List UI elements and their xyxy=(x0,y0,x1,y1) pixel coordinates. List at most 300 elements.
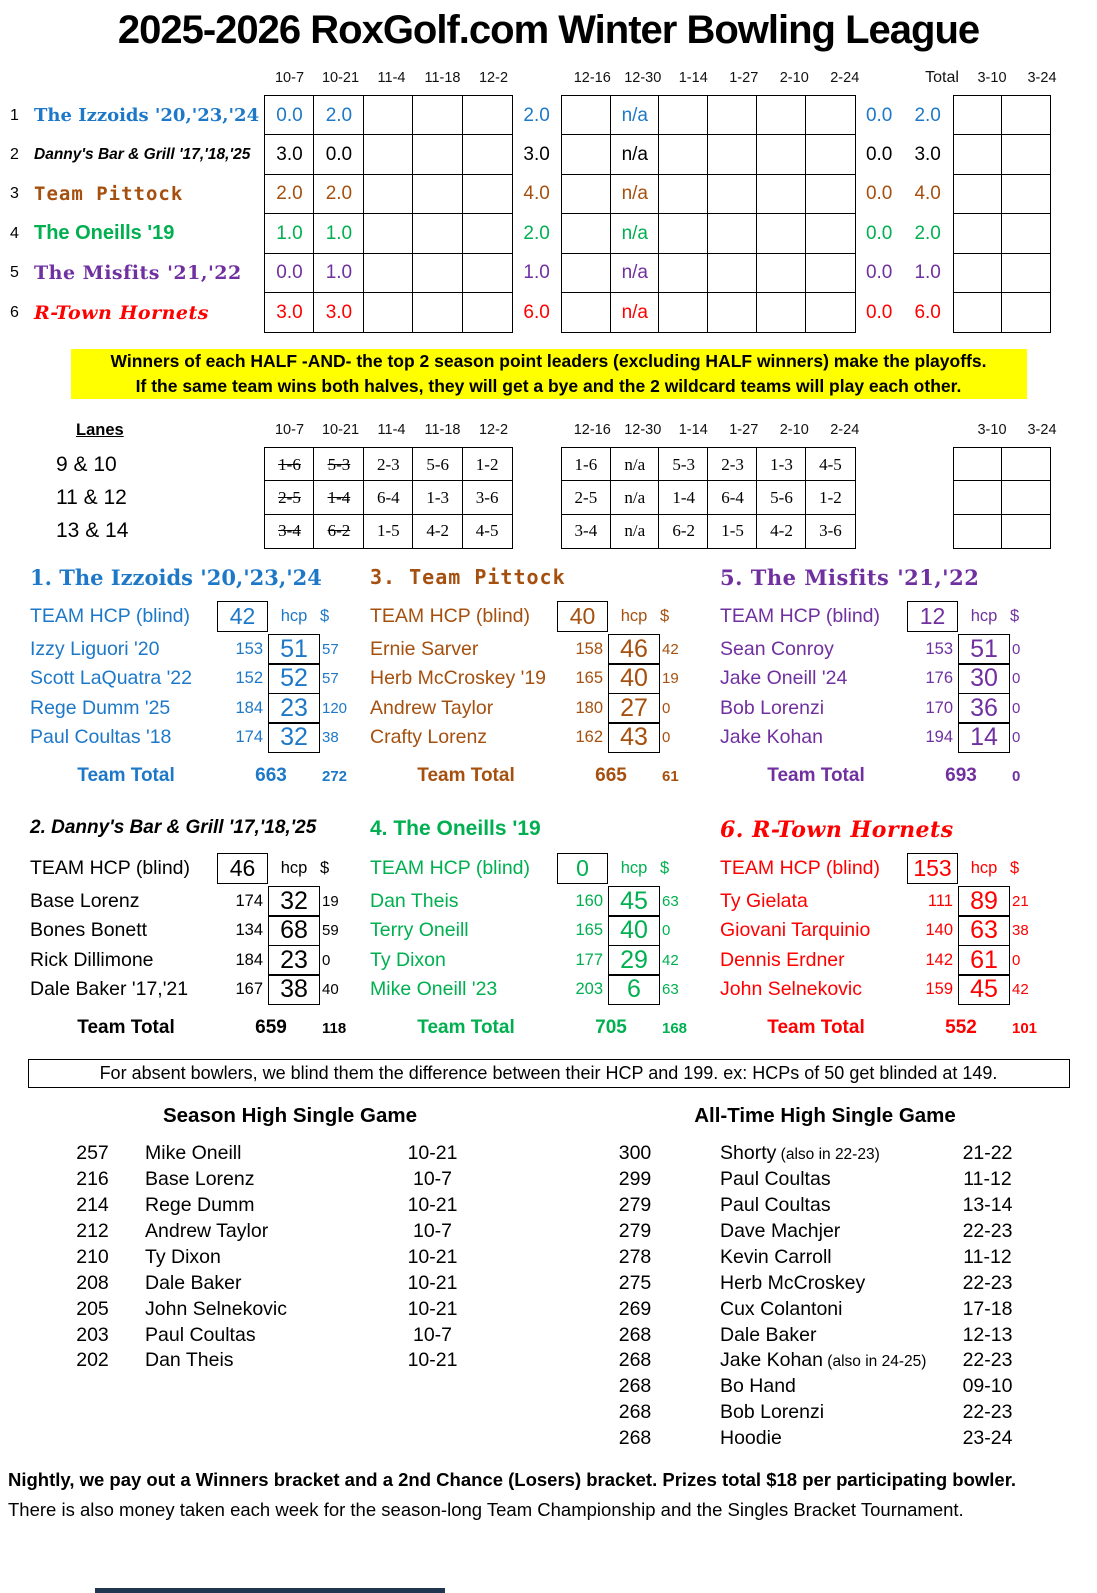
standings-table xyxy=(0,65,1097,333)
lane-matchup-cell: 6-4 xyxy=(363,480,414,515)
lane-cell-group xyxy=(953,514,1051,549)
alltime-high-title: All-Time High Single Game xyxy=(694,1104,956,1128)
score-cell xyxy=(707,253,758,294)
standings-team-area xyxy=(8,222,264,245)
player-money: 38 xyxy=(1012,922,1029,940)
high-game-row xyxy=(605,1375,1025,1401)
player-row xyxy=(370,974,690,1005)
score-cell xyxy=(756,134,807,175)
team-hcp-row xyxy=(370,853,690,884)
high-game-date: 10-21 xyxy=(407,1142,458,1165)
player-name: Ty Dixon xyxy=(370,948,446,971)
player-average: 177 xyxy=(575,950,603,969)
lane-matchup-cell xyxy=(1001,514,1051,549)
lane-matchup-cell: n/a xyxy=(610,514,661,549)
lane-cell-group xyxy=(264,447,513,482)
lane-matchup-cell: 1-5 xyxy=(363,514,414,549)
score-cell xyxy=(1001,213,1051,254)
alltime-high-list xyxy=(605,1104,1025,1453)
date-header: 2-24 xyxy=(830,422,860,439)
high-game-note: (also in 22-23) xyxy=(776,1146,880,1164)
high-game-date: 12-13 xyxy=(962,1323,1013,1346)
lane-matchup-cell: 3-4 xyxy=(561,514,612,549)
player-money: 120 xyxy=(322,699,348,717)
player-money: 0 xyxy=(1012,670,1021,688)
score-cell xyxy=(462,174,513,215)
score-cell xyxy=(658,95,709,136)
half2-total: 0.0 xyxy=(865,301,893,323)
team-total-money: 118 xyxy=(322,1019,347,1037)
team-hcp-value: 46 xyxy=(217,853,268,884)
date-header: 1-27 xyxy=(729,422,759,439)
high-game-date: 10-21 xyxy=(407,1194,458,1217)
high-game-date: 10-7 xyxy=(412,1168,453,1191)
score-cell xyxy=(363,253,414,294)
date-header: 10-7 xyxy=(274,70,305,86)
score-cell xyxy=(462,134,513,175)
score-cell xyxy=(953,213,1003,254)
player-name: Herb McCroskey '19 xyxy=(370,667,547,690)
high-game-row xyxy=(605,1324,1025,1350)
team-hcp-label: TEAM HCP (blind) xyxy=(30,857,191,880)
score-cell: n/a xyxy=(610,134,661,175)
score-cell: 3.0 xyxy=(264,292,315,333)
date-header: 2-24 xyxy=(830,70,860,86)
team-name: R-Town Hornets xyxy=(34,301,209,324)
team-hcp-row xyxy=(720,853,1040,884)
player-name: Andrew Taylor xyxy=(370,696,494,719)
date-header: 1-27 xyxy=(729,70,759,86)
high-game-player: Herb McCroskey xyxy=(720,1271,866,1294)
playoff-rules-line-1: Winners of each HALF -AND- the top 2 season point leaders (excluding HALF winners) make the playoffs. xyxy=(110,351,987,372)
date-header: 12-30 xyxy=(624,70,662,86)
season-high-list xyxy=(55,1104,475,1375)
lane-cell-group xyxy=(264,480,513,515)
team-total-money: 168 xyxy=(662,1019,688,1037)
roster-team-title: 1. The Izzoids '20,'23,'24 xyxy=(30,564,322,590)
date-header: 2-10 xyxy=(779,70,809,86)
score-cell: n/a xyxy=(610,253,661,294)
season-high-rows xyxy=(55,1142,475,1375)
score-cell xyxy=(658,134,709,175)
high-game-score: 278 xyxy=(618,1245,652,1268)
date-header: 2-10 xyxy=(779,422,809,439)
player-row xyxy=(720,722,1040,753)
lane-matchup-cell: 1-6 xyxy=(561,447,612,482)
lanes-schedule-table xyxy=(0,417,1097,549)
hcp-column-header: hcp xyxy=(620,606,648,625)
lanes-header-row xyxy=(8,417,1097,443)
player-name: John Selnekovic xyxy=(720,978,863,1001)
standings-row xyxy=(8,95,1097,136)
high-game-player: Dale Baker xyxy=(145,1271,242,1294)
score-cell xyxy=(561,95,612,136)
score-cell xyxy=(756,174,807,215)
lane-row xyxy=(8,514,1097,549)
date-header: 12-16 xyxy=(573,70,611,86)
player-hcp: 45 xyxy=(608,886,660,917)
roster-team-title: 3. Team Pittock xyxy=(370,564,566,589)
lane-matchup-cell: n/a xyxy=(610,480,661,515)
high-game-player: Dale Baker xyxy=(720,1323,817,1346)
score-cell xyxy=(561,174,612,215)
player-money: 42 xyxy=(1012,981,1029,999)
date-header: 10-7 xyxy=(274,422,305,439)
team-roster-card xyxy=(30,817,350,1043)
money-column-header: $ xyxy=(660,859,670,878)
lane-matchup-cell: 2-5 xyxy=(264,480,315,515)
standings-row xyxy=(8,253,1097,294)
lane-cell-group xyxy=(953,480,1051,515)
player-hcp: 51 xyxy=(268,634,320,665)
team-total-label: Team Total xyxy=(767,1017,865,1039)
player-row xyxy=(30,722,350,753)
player-row xyxy=(370,634,690,665)
score-cell-group xyxy=(953,213,1051,254)
score-cell xyxy=(412,95,463,136)
high-game-player: Kevin Carroll xyxy=(720,1245,832,1268)
high-game-score: 257 xyxy=(76,1142,109,1165)
date-header: 10-21 xyxy=(321,422,360,439)
player-money: 0 xyxy=(662,699,671,717)
hcp-column-header: hcp xyxy=(970,859,998,878)
player-average: 142 xyxy=(925,950,953,969)
player-money: 21 xyxy=(1012,893,1029,911)
lane-cell-group xyxy=(953,447,1051,482)
high-game-player: Cux Colantoni xyxy=(720,1297,843,1320)
team-total-value: 663 xyxy=(255,765,287,787)
lane-matchup-cell xyxy=(1001,447,1051,482)
score-cell-group xyxy=(561,292,856,333)
team-total-value: 659 xyxy=(255,1017,287,1039)
score-cell: 1.0 xyxy=(264,213,315,254)
score-cell xyxy=(707,95,758,136)
player-average: 194 xyxy=(925,728,953,747)
high-game-row xyxy=(605,1220,1025,1246)
high-game-player: Base Lorenz xyxy=(145,1168,255,1191)
date-header: 1-14 xyxy=(678,70,708,86)
player-name: Dennis Erdner xyxy=(720,948,845,971)
team-roster-card xyxy=(720,565,1040,791)
high-game-date: 17-18 xyxy=(962,1297,1013,1320)
high-game-row xyxy=(55,1298,475,1324)
player-money: 42 xyxy=(662,951,679,969)
high-game-player: Bob Lorenzi xyxy=(720,1401,825,1424)
score-cell: 1.0 xyxy=(313,253,364,294)
score-cell-group xyxy=(264,213,513,254)
score-cell xyxy=(805,174,856,215)
team-name: The Oneills '19 xyxy=(34,222,175,245)
high-game-date: 09-10 xyxy=(962,1375,1013,1398)
score-cell: 0.0 xyxy=(264,95,315,136)
score-cell xyxy=(363,213,414,254)
score-cell xyxy=(363,174,414,215)
team-total-row xyxy=(370,1013,690,1043)
standings-team-area xyxy=(8,302,264,324)
player-name: Base Lorenz xyxy=(30,890,140,913)
high-game-date: 10-21 xyxy=(407,1297,458,1320)
score-cell xyxy=(805,213,856,254)
player-hcp: 52 xyxy=(268,663,320,694)
standings-team-area xyxy=(8,262,264,284)
lane-row xyxy=(8,447,1097,482)
player-money: 57 xyxy=(322,670,339,688)
high-game-date: 11-12 xyxy=(963,1245,1012,1268)
score-cell xyxy=(707,213,758,254)
score-cell-group xyxy=(264,253,513,294)
player-average: 158 xyxy=(575,639,603,658)
lane-matchup-cell: 1-3 xyxy=(756,447,807,482)
high-game-date: 22-23 xyxy=(962,1401,1013,1424)
player-hcp: 23 xyxy=(268,945,320,976)
standings-team-area xyxy=(8,146,264,164)
score-cell xyxy=(756,253,807,294)
team-hcp-row xyxy=(370,601,690,632)
player-row xyxy=(370,945,690,976)
player-average: 111 xyxy=(927,892,953,911)
lane-matchup-cell: 5-6 xyxy=(412,447,463,482)
team-total-money: 272 xyxy=(322,767,348,785)
lane-matchup-cell: 4-5 xyxy=(462,514,513,549)
player-name: Terry Oneill xyxy=(370,919,469,942)
team-hcp-label: TEAM HCP (blind) xyxy=(30,604,191,627)
header-left-area xyxy=(8,421,264,440)
team-rank: 3 xyxy=(10,185,19,203)
score-cell xyxy=(953,292,1003,333)
team-hcp-value: 153 xyxy=(907,853,958,884)
high-game-date: 22-23 xyxy=(962,1349,1013,1372)
team-hcp-label: TEAM HCP (blind) xyxy=(370,857,531,880)
lane-matchup-cell: 2-5 xyxy=(561,480,612,515)
high-game-player: Ty Dixon xyxy=(145,1245,221,1268)
team-total-value: 552 xyxy=(945,1017,977,1039)
team-total-label: Team Total xyxy=(77,1017,175,1039)
high-game-date: 22-23 xyxy=(962,1219,1013,1242)
player-hcp: 40 xyxy=(608,915,660,946)
lane-matchup-cell: 1-2 xyxy=(805,480,856,515)
high-game-player: Mike Oneill xyxy=(145,1142,242,1165)
half2-total: 0.0 xyxy=(865,104,893,126)
player-average: 134 xyxy=(235,921,263,940)
player-name: Rege Dumm '25 xyxy=(30,696,171,719)
player-average: 153 xyxy=(925,639,953,658)
score-cell-group xyxy=(953,174,1051,215)
team-hcp-label: TEAM HCP (blind) xyxy=(370,604,531,627)
player-money: 0 xyxy=(662,922,671,940)
half1-total: 1.0 xyxy=(523,262,550,284)
team-total-label: Team Total xyxy=(77,765,175,787)
player-name: Ernie Sarver xyxy=(370,637,479,660)
score-cell xyxy=(953,253,1003,294)
player-average: 184 xyxy=(235,950,263,969)
player-hcp: 6 xyxy=(608,974,660,1005)
date-header: 11-4 xyxy=(377,70,406,86)
team-total-value: 693 xyxy=(945,765,977,787)
team-name: Danny's Bar & Grill '17,'18,'25 xyxy=(34,145,251,163)
high-game-player: Shorty (also in 22-23) xyxy=(720,1142,880,1165)
half1-total: 6.0 xyxy=(523,301,550,323)
high-game-player: Andrew Taylor xyxy=(145,1219,269,1242)
high-game-player: Rege Dumm xyxy=(145,1194,255,1217)
score-cell xyxy=(462,95,513,136)
date-header: 12-16 xyxy=(573,422,611,439)
score-cell xyxy=(658,253,709,294)
team-total-label: Team Total xyxy=(417,765,515,787)
team-roster-card xyxy=(370,817,690,1043)
roster-team-title: 5. The Misfits '21,'22 xyxy=(720,564,980,590)
team-hcp-value: 0 xyxy=(557,853,608,884)
lane-label-area xyxy=(8,486,264,510)
score-cell xyxy=(462,292,513,333)
high-game-score: 216 xyxy=(76,1168,109,1191)
team-total-value: 665 xyxy=(595,765,627,787)
lane-matchup-cell: 1-4 xyxy=(313,480,364,515)
player-average: 152 xyxy=(235,669,263,688)
player-name: Bones Bonett xyxy=(30,919,148,942)
player-hcp: 61 xyxy=(958,945,1010,976)
high-game-row xyxy=(55,1194,475,1220)
high-game-score: 268 xyxy=(618,1401,652,1424)
team-rank: 1 xyxy=(10,106,19,124)
high-game-row xyxy=(605,1142,1025,1168)
player-name: Bob Lorenzi xyxy=(720,696,825,719)
high-game-lists xyxy=(0,1104,1097,1453)
date-header: 11-18 xyxy=(424,70,461,86)
player-row xyxy=(370,722,690,753)
high-game-row xyxy=(605,1168,1025,1194)
date-header: 3-24 xyxy=(1027,422,1057,439)
lane-matchup-cell: 1-5 xyxy=(707,514,758,549)
high-game-score: 210 xyxy=(76,1245,109,1268)
money-column-header: $ xyxy=(1010,606,1020,625)
score-cell xyxy=(1001,174,1051,215)
player-hcp: 30 xyxy=(958,663,1010,694)
high-game-row xyxy=(55,1272,475,1298)
lane-label: 13 & 14 xyxy=(56,519,129,543)
high-game-score: 203 xyxy=(76,1323,109,1346)
high-game-score: 212 xyxy=(76,1219,109,1242)
date-header: 12-30 xyxy=(624,422,662,439)
team-total-money: 61 xyxy=(662,767,679,785)
team-roster-card xyxy=(30,565,350,791)
high-game-score: 268 xyxy=(618,1349,652,1372)
high-game-row xyxy=(55,1168,475,1194)
player-average: 184 xyxy=(235,698,263,717)
score-cell-group xyxy=(264,134,513,175)
score-cell xyxy=(1001,292,1051,333)
team-hcp-label: TEAM HCP (blind) xyxy=(720,857,881,880)
score-cell xyxy=(756,213,807,254)
player-hcp: 36 xyxy=(958,693,1010,724)
half1-total: 2.0 xyxy=(523,104,550,126)
player-average: 180 xyxy=(575,698,603,717)
player-money: 59 xyxy=(322,922,339,940)
player-hcp: 23 xyxy=(268,693,320,724)
player-name: Rick Dillimone xyxy=(30,948,154,971)
lane-row xyxy=(8,480,1097,515)
team-hcp-row xyxy=(30,853,350,884)
player-money: 57 xyxy=(322,640,339,658)
lane-matchup-cell: 3-6 xyxy=(462,480,513,515)
player-hcp: 40 xyxy=(608,663,660,694)
player-row xyxy=(30,945,350,976)
score-cell: n/a xyxy=(610,174,661,215)
hcp-column-header: hcp xyxy=(280,606,308,625)
player-average: 167 xyxy=(235,980,263,999)
team-total-money: 101 xyxy=(1012,1019,1038,1037)
score-cell: 2.0 xyxy=(264,174,315,215)
lane-matchup-cell: 1-6 xyxy=(264,447,315,482)
player-hcp: 68 xyxy=(268,915,320,946)
player-hcp: 38 xyxy=(268,974,320,1005)
score-cell-group xyxy=(561,174,856,215)
lane-matchup-cell: 2-3 xyxy=(363,447,414,482)
player-average: 140 xyxy=(925,921,953,940)
team-hcp-row xyxy=(30,601,350,632)
lane-matchup-cell: n/a xyxy=(610,447,661,482)
player-money: 0 xyxy=(1012,951,1021,969)
player-average: 165 xyxy=(575,669,603,688)
lane-matchup-cell: 4-5 xyxy=(805,447,856,482)
high-game-player: Paul Coultas xyxy=(720,1168,831,1191)
player-money: 0 xyxy=(1012,729,1021,747)
player-row xyxy=(370,886,690,917)
player-hcp: 51 xyxy=(958,634,1010,665)
player-row xyxy=(720,945,1040,976)
playoff-rules-banner xyxy=(71,349,1027,399)
high-game-score: 275 xyxy=(618,1271,652,1294)
player-name: Ty Gielata xyxy=(720,890,808,913)
high-game-date: 22-23 xyxy=(962,1271,1013,1294)
lane-matchup-cell: 6-4 xyxy=(707,480,758,515)
high-game-row xyxy=(605,1401,1025,1427)
score-cell xyxy=(561,292,612,333)
high-game-row xyxy=(55,1349,475,1375)
date-header: 3-24 xyxy=(1027,70,1057,86)
high-game-score: 202 xyxy=(76,1349,109,1372)
team-name: The Misfits '21,'22 xyxy=(34,262,242,285)
team-total-row xyxy=(720,761,1040,791)
player-average: 162 xyxy=(575,728,603,747)
footer-championship-line: There is also money taken each week for the season-long Team Championship and the Singles Bracket Tournament. xyxy=(8,1498,964,1520)
player-hcp: 89 xyxy=(958,886,1010,917)
lane-matchup-cell: 2-3 xyxy=(707,447,758,482)
lane-matchup-cell xyxy=(1001,480,1051,515)
score-cell xyxy=(707,292,758,333)
score-cell-group xyxy=(561,213,856,254)
score-cell xyxy=(756,292,807,333)
player-average: 159 xyxy=(925,980,953,999)
high-game-score: 268 xyxy=(618,1323,652,1346)
score-cell xyxy=(462,253,513,294)
lane-cell-group xyxy=(561,514,856,549)
player-money: 42 xyxy=(662,640,679,658)
lane-label-area xyxy=(8,453,264,477)
score-cell-group xyxy=(561,253,856,294)
player-name: Sean Conroy xyxy=(720,637,834,660)
high-game-row xyxy=(55,1324,475,1350)
player-hcp: 32 xyxy=(268,722,320,753)
lane-matchup-cell: 1-4 xyxy=(658,480,709,515)
player-name: Scott LaQuatra '22 xyxy=(30,667,192,690)
player-money: 19 xyxy=(662,670,679,688)
team-roster-card xyxy=(720,817,1040,1043)
date-header: 12-2 xyxy=(478,70,509,86)
player-name: Jake Oneill '24 xyxy=(720,667,848,690)
score-cell xyxy=(412,134,463,175)
half2-total: 0.0 xyxy=(865,222,893,244)
score-cell xyxy=(658,174,709,215)
